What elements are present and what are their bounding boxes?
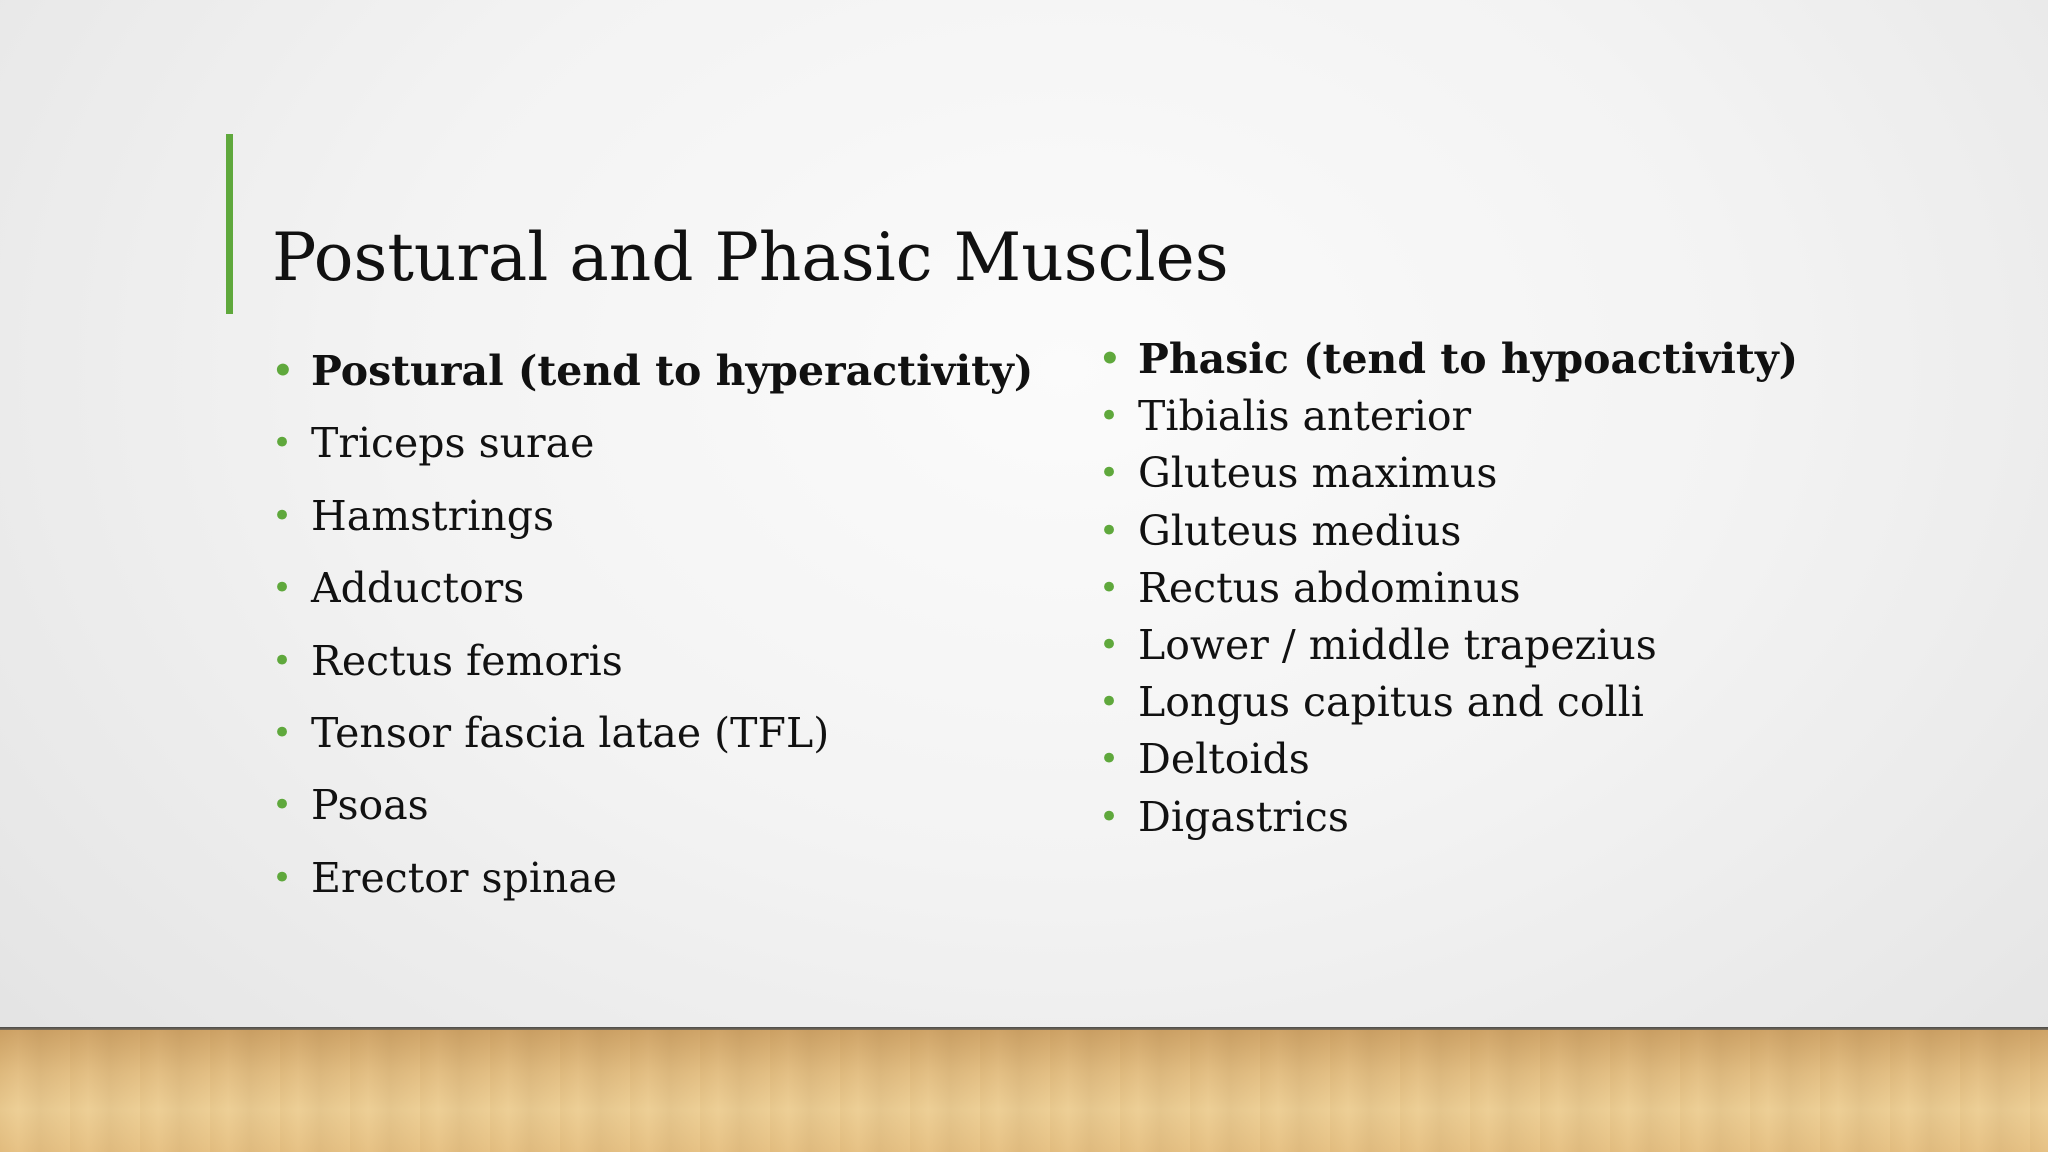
wood-floor-background — [0, 1030, 2048, 1152]
postural-heading: • Postural (tend to hyperactivity) — [272, 344, 1033, 398]
phasic-muscle-list — [1099, 332, 1798, 847]
list-item: • Gluteus medius — [1099, 504, 1798, 558]
list-item: • Lower / middle trapezius — [1099, 618, 1798, 672]
phasic-heading: • Phasic (tend to hypoactivity) — [1099, 332, 1798, 386]
postural-muscle-list — [272, 344, 1033, 923]
list-item: • Digastrics — [1099, 790, 1798, 844]
title-accent-bar — [226, 134, 233, 314]
list-item: • Longus capitus and colli — [1099, 675, 1798, 729]
list-item: • Erector spinae — [272, 851, 1033, 905]
list-item: • Deltoids — [1099, 732, 1798, 786]
list-item: • Tibialis anterior — [1099, 389, 1798, 443]
slide-title: Postural and Phasic Muscles — [272, 219, 1229, 296]
list-item: • Rectus abdominus — [1099, 561, 1798, 615]
list-item: • Adductors — [272, 561, 1033, 615]
list-item: • Psoas — [272, 778, 1033, 832]
list-item: • Gluteus maximus — [1099, 446, 1798, 500]
list-item: • Hamstrings — [272, 489, 1033, 543]
list-item: • Rectus femoris — [272, 634, 1033, 688]
list-item: • Triceps surae — [272, 416, 1033, 470]
list-item: • Tensor fascia latae (TFL) — [272, 706, 1033, 760]
